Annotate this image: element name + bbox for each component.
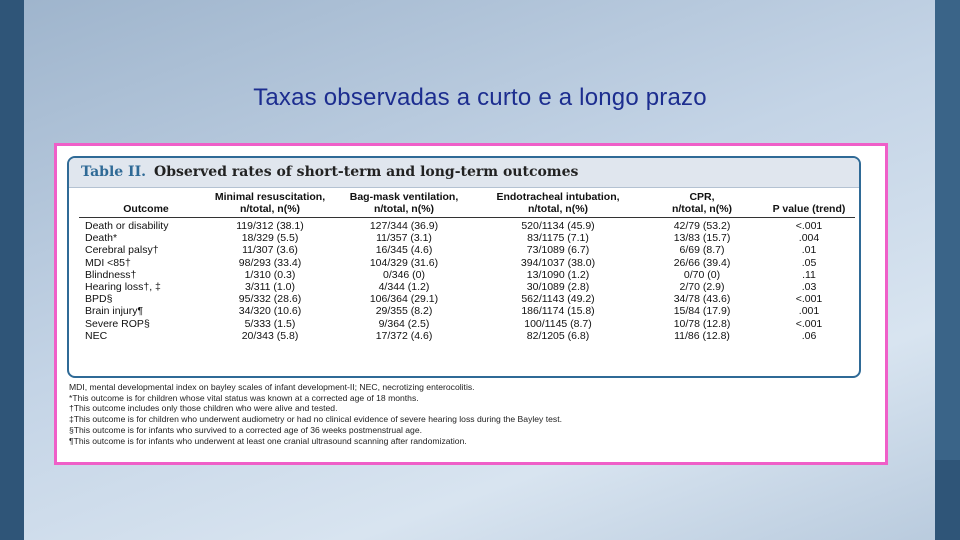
table-cell: .01 (801, 244, 817, 257)
table-cell: 5/333 (1.5) (244, 317, 296, 330)
table-image-frame (54, 143, 888, 465)
table-cell: 2/70 (2.9) (679, 281, 725, 294)
table-cell: 16/345 (4.6) (375, 244, 433, 257)
header-outcome: Outcome (123, 203, 169, 215)
table-row (79, 269, 855, 281)
table-row (79, 305, 855, 317)
table-cell: 30/1089 (2.8) (526, 281, 590, 294)
table-row (79, 330, 855, 342)
footnote-line: ¶This outcome is for infants who underwent at least one cranial ultrasound scanning after randomization. (69, 435, 467, 446)
table-cell: 82/1205 (6.8) (526, 329, 590, 342)
table-cell: 119/312 (38.1) (236, 220, 304, 232)
header-endotracheal-intubation: Endotracheal intubation, n/total, n(%) (496, 191, 620, 215)
table-cell: 73/1089 (6.7) (526, 244, 590, 257)
table-row (79, 244, 855, 256)
table-cell: 104/329 (31.6) (369, 256, 439, 269)
outcomes-table-card (67, 156, 861, 378)
table-cell: 9/364 (2.5) (378, 317, 430, 330)
table-cell: 42/79 (53.2) (673, 220, 731, 232)
table-cell: 186/1174 (15.8) (521, 305, 595, 318)
table-row (79, 318, 855, 330)
footnote-line: MDI, mental developmental index on bayley scales of infant development-II; NEC, necrotizing enterocolitis. (69, 382, 475, 392)
table-cell: .004 (798, 232, 820, 245)
header-bag-mask-ventilation: Bag-mask ventilation, n/total, n(%) (349, 191, 459, 215)
table-cell: <.001 (795, 220, 823, 232)
table-cell: 29/355 (8.2) (375, 305, 433, 318)
table-cell: 11/307 (3.6) (242, 244, 298, 257)
table-cell: 11/86 (12.8) (674, 329, 730, 342)
table-cell: 83/1175 (7.1) (527, 232, 589, 245)
table-cell: 0/346 (0) (382, 268, 426, 281)
table-cell: 520/1134 (45.9) (521, 220, 595, 232)
outcome-label-cell: Blindness† (85, 268, 137, 281)
table-cell: 0/70 (0) (683, 268, 721, 281)
slide-left-accent-bar (0, 0, 24, 540)
table-cell: .05 (801, 256, 817, 269)
table-cell: 3/311 (1.0) (244, 281, 295, 294)
table-row (79, 281, 855, 293)
table-cell: 6/69 (8.7) (679, 244, 725, 257)
table-cell: 562/1143 (49.2) (521, 293, 595, 306)
table-cell: 394/1037 (38.0) (520, 256, 596, 269)
table-cell: 98/293 (33.4) (238, 256, 302, 269)
outcome-label-cell: MDI <85† (85, 256, 131, 269)
table-cell: .03 (801, 281, 817, 294)
footnote-line: †This outcome includes only those children who were alive and tested. (69, 403, 338, 414)
footnote-line: *This outcome is for children whose vital status was known at a corrected age of 18 months. (69, 392, 419, 403)
table-body (79, 218, 855, 343)
table-caption (69, 158, 859, 188)
table-cell: 100/1145 (8.7) (524, 317, 592, 330)
table-row (79, 257, 855, 269)
table-caption-text: Observed rates of short-term and long-term outcomes (154, 164, 579, 180)
table-cell: 34/320 (10.6) (238, 305, 302, 318)
table-cell: 17/372 (4.6) (375, 329, 433, 342)
table-cell: 127/344 (36.9) (369, 220, 439, 232)
table-cell: 18/329 (5.5) (241, 232, 299, 245)
table-footnotes (69, 382, 869, 446)
outcome-label-cell: Hearing loss†, ‡ (85, 281, 161, 294)
table-cell: 13/1090 (1.2) (526, 268, 590, 281)
table-number: Table II. (81, 164, 147, 180)
header-minimal-resuscitation: Minimal resuscitation, n/total, n(%) (214, 191, 326, 215)
header-p-value: P value (trend) (772, 203, 846, 215)
table-header-row (79, 188, 855, 218)
outcome-label-cell: Death* (85, 232, 118, 245)
table-cell: .11 (802, 268, 816, 281)
header-cpr: CPR, n/total, n(%) (671, 191, 733, 215)
table-row (79, 232, 855, 244)
table-cell: <.001 (795, 293, 823, 306)
outcome-label-cell: BPD§ (85, 293, 113, 306)
table-cell: 34/78 (43.6) (673, 293, 731, 306)
table-cell: 10/78 (12.8) (673, 317, 731, 330)
footnote-line: §This outcome is for infants who survived to a corrected age of 36 weeks postmenstrual age. (69, 424, 423, 435)
slide-right-accent-bar-upper (935, 0, 960, 460)
table-cell: 13/83 (15.7) (673, 232, 731, 245)
outcomes-table (79, 188, 855, 342)
outcome-label-cell: Death or disability (85, 220, 169, 232)
table-cell: 15/84 (17.9) (673, 305, 731, 318)
slide-title: Taxas observadas a curto e a longo prazo (253, 84, 707, 111)
table-cell: 26/66 (39.4) (673, 256, 731, 269)
table-row (79, 293, 855, 305)
table-cell: .06 (801, 329, 817, 342)
outcome-label-cell: Cerebral palsy† (85, 244, 159, 257)
table-cell: .001 (798, 305, 820, 318)
table-cell: 4/344 (1.2) (378, 281, 430, 294)
table-cell: 11/357 (3.1) (376, 232, 432, 245)
outcome-label-cell: NEC (85, 329, 108, 342)
footnote-line: ‡This outcome is for children who underwent audiometry or had no clinical evidence of severe hearing loss during the Bayley test. (69, 414, 562, 425)
outcome-label-cell: Brain injury¶ (85, 305, 144, 318)
table-cell: 95/332 (28.6) (238, 293, 302, 306)
outcome-label-cell: Severe ROP§ (85, 317, 150, 330)
table-cell: 1/310 (0.3) (244, 268, 296, 281)
table-row (79, 218, 855, 233)
table-cell: 106/364 (29.1) (369, 293, 439, 306)
table-cell: <.001 (795, 317, 823, 330)
table-cell: 20/343 (5.8) (241, 329, 299, 342)
